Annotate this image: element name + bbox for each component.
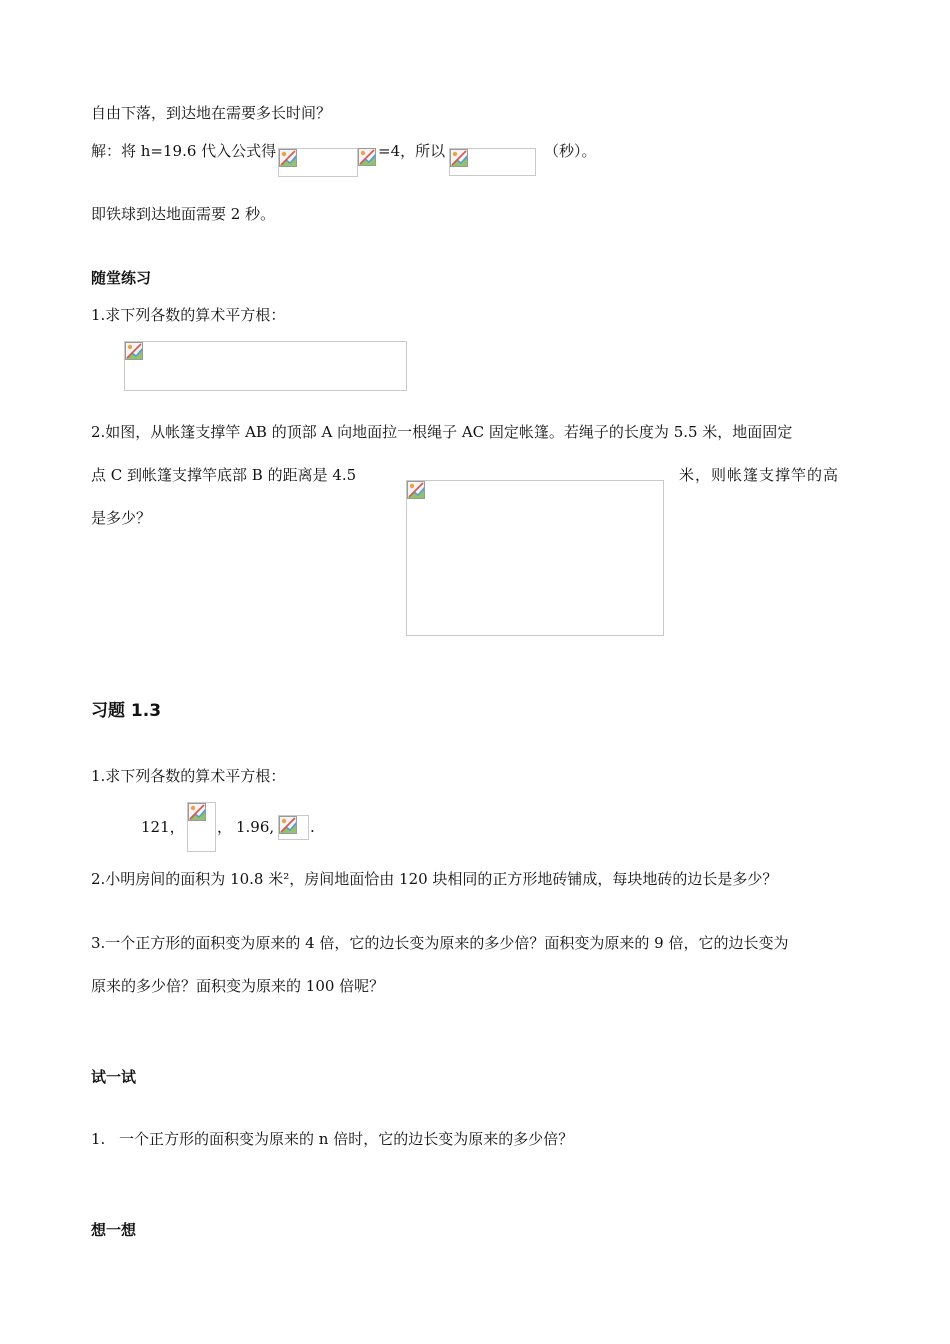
broken-image-icon <box>125 342 143 360</box>
broken-image-icon <box>450 149 468 167</box>
exercise-q3-line2: 原来的多少倍？面积变为原来的 100 倍呢？ <box>91 977 385 995</box>
practice-q1-image <box>124 341 407 391</box>
broken-image-icon <box>188 803 206 821</box>
fraction-image <box>187 802 216 852</box>
example-conclusion: 即铁球到达地面需要 2 秒。 <box>91 205 276 223</box>
exercise-q1-sep: ， <box>217 818 233 836</box>
exercise-q1-item-121: 121， <box>141 818 185 836</box>
formula-image <box>358 148 378 174</box>
try-q1-number: 1. <box>91 1130 106 1148</box>
example-solution-suffix: （秒）。 <box>544 142 597 160</box>
example-solution-mid: =4，所以 <box>378 142 446 160</box>
exercise-q1-end: . <box>310 818 315 836</box>
broken-image-icon <box>279 816 297 834</box>
example-question-line: 自由下落，到达地在需要多长时间？ <box>91 104 332 122</box>
exercise-q2: 2.小明房间的面积为 10.8 米²，房间地面恰由 120 块相同的正方形地砖铺成，每块地砖的边长是多少？ <box>91 870 778 888</box>
formula-image <box>278 148 358 177</box>
broken-image-icon <box>358 148 376 166</box>
broken-image-icon <box>407 481 425 499</box>
exercise-q3-line1 <box>91 933 859 953</box>
practice-q1: 1.求下列各数的算术平方根： <box>91 306 286 324</box>
formula-image <box>449 148 536 176</box>
practice-q2-line3: 是多少？ <box>91 509 152 527</box>
tent-figure-image <box>406 480 664 636</box>
section-title-try: 试一试 <box>91 1068 137 1086</box>
exercise-q1: 1.求下列各数的算术平方根： <box>91 767 286 785</box>
number-image <box>278 815 309 840</box>
practice-q2-line2a: 点 C 到帐篷支撑竿底部 B 的距离是 4.5 <box>91 466 357 484</box>
section-title-exercise: 习题 1.3 <box>91 701 162 721</box>
section-title-think: 想一想 <box>91 1221 137 1239</box>
try-q1-text: 一个正方形的面积变为原来的 n 倍时，它的边长变为原来的多少倍？ <box>119 1130 574 1148</box>
practice-q2-text: 2.如图，从帐篷支撑竿 AB 的顶部 A 向地面拉一根绳子 AC 固定帐篷。若绳子的长度为 5.5 米，地面固定 <box>91 423 793 441</box>
practice-q2-line1 <box>91 422 859 442</box>
practice-q2-line2b: 米，则帐篷支撑竿的高 <box>679 466 840 484</box>
broken-image-icon <box>279 149 297 167</box>
exercise-q3-text: 3.一个正方形的面积变为原来的 4 倍，它的边长变为原来的多少倍？面积变为原来的 9 倍，它的边长变为 <box>91 934 789 952</box>
example-solution-prefix: 解：将 h=19.6 代入公式得 <box>91 142 277 160</box>
section-title-practice: 随堂练习 <box>91 269 152 287</box>
exercise-q1-item-196: 1.96, <box>236 818 275 836</box>
